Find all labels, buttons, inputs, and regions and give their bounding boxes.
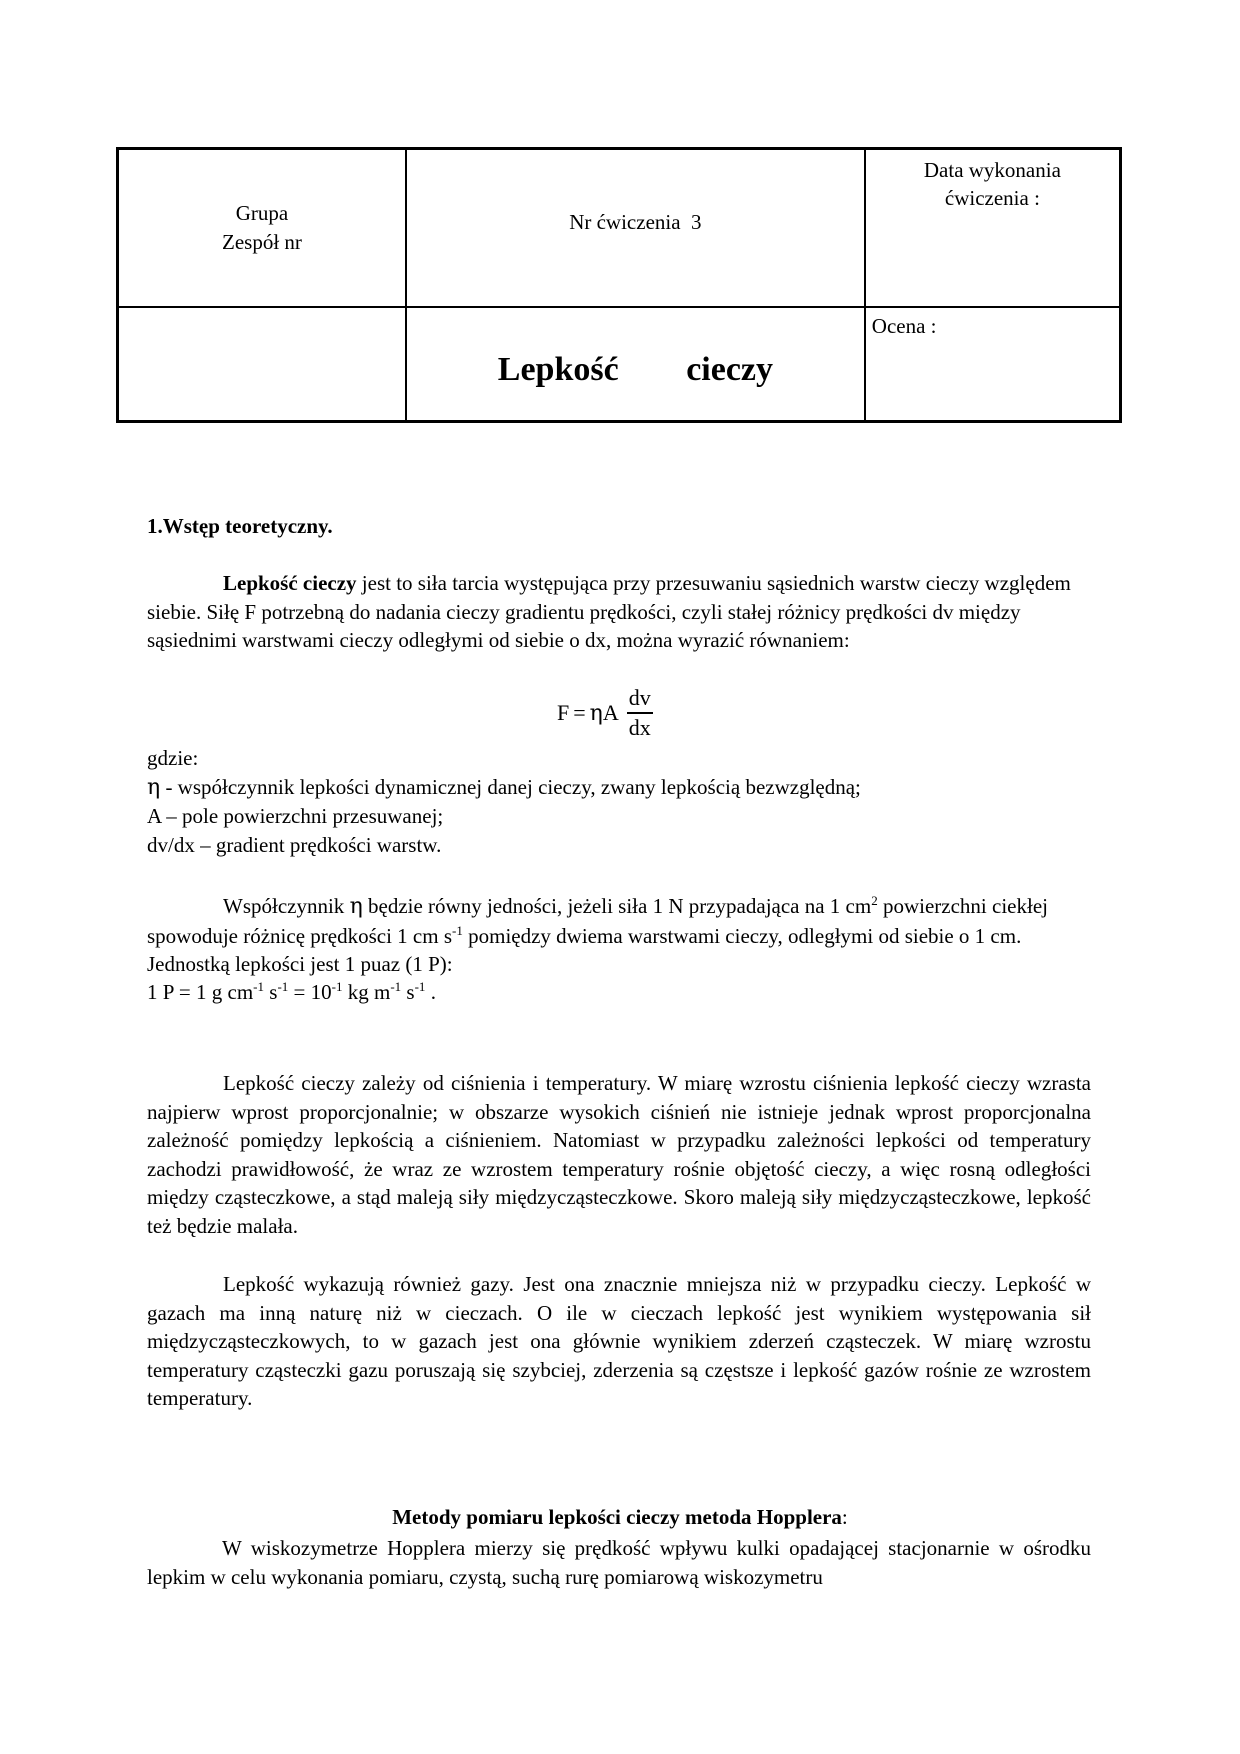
date-label-line2: ćwiczenia :: [944, 186, 1040, 210]
team-label: Zespół nr: [222, 230, 302, 255]
group-label: Grupa: [235, 201, 289, 226]
viscosity-equation: [557, 684, 653, 742]
unit-paragraph: [147, 892, 1067, 979]
colon: :: [841, 1505, 848, 1529]
text-run: 1 P = 1 g cm: [147, 980, 254, 1004]
eq-denominator: dx: [628, 715, 651, 740]
definition-text: – pole powierzchni przesuwanej;: [161, 804, 444, 828]
grade-label: Ocena :: [871, 314, 937, 339]
superscript: -1: [277, 979, 289, 994]
date-cell: [865, 149, 1121, 308]
eq-equals: =: [573, 700, 586, 725]
superscript: -1: [253, 979, 264, 994]
eta-symbol: η: [147, 775, 161, 800]
where-label: gdzie:: [147, 746, 199, 770]
intro-term: Lepkość cieczy: [223, 571, 357, 595]
superscript: -1: [390, 979, 402, 994]
definition-text: – gradient prędkości warstw.: [194, 833, 442, 857]
superscript: 2: [871, 893, 878, 908]
text-run: s: [264, 980, 278, 1004]
document-title: Lepkość cieczy: [497, 351, 773, 389]
group-cell: [118, 149, 406, 308]
superscript: -1: [452, 922, 463, 938]
text-run: .: [425, 980, 436, 1004]
definition-symbol: dv/dx: [147, 833, 195, 857]
definition-area: [147, 802, 1091, 831]
methods-heading-text: Metody pomiaru lepkości cieczy metoda Hopplera: [392, 1505, 842, 1529]
definition-symbol: A: [147, 804, 162, 828]
eq-area: A: [602, 700, 619, 725]
text-run: pomiędzy dwiema warstwami cieczy, odległymi od siebie o 1 cm. Jednostką lepkości jest 1 puaz (1 P):: [147, 923, 1022, 976]
date-label-line1: Data wykonania: [923, 158, 1061, 182]
intro-text: jest to siła tarcia występująca przy przesuwaniu sąsiednich warstw cieczy względem siebie. Siłę F potrzebną do nadania cieczy gradientu prędkości, czyli stałej różnicy prędkości dv między sąsiednimi warstwami cieczy odległymi od siebie o dx, można wyrazić równaniem:: [147, 571, 1071, 652]
eq-numerator: dv: [627, 684, 653, 714]
eq-fraction: [627, 684, 653, 742]
gases-paragraph: Lepkość wykazują również gazy. Jest ona znacznie mniejsza niż w przypadku cieczy. Lepkość w gazach ma inną naturę niż w cieczach. O ile w cieczach lepkość jest wynikiem występowania sił międzycząsteczkowych, to w gazach jest ona głównie wynikiem zderzeń cząsteczek. W miarę wzrostu temperatury cząsteczki gazu poruszają się szybciej, zderzenia są częstsze i lepkość gazów rośnie ze wzrostem temperatury.: [147, 1272, 1091, 1410]
definition-text: - współczynnik lepkości dynamicznej danej cieczy, zwany lepkością bezwzględną;: [160, 775, 861, 799]
superscript: -1: [331, 979, 343, 994]
text-run: s: [401, 980, 415, 1004]
empty-cell: [118, 307, 406, 421]
eta-symbol: η: [589, 700, 603, 726]
exercise-number-label: Nr ćwiczenia 3: [569, 209, 702, 234]
definition-eta: [147, 773, 1091, 803]
grade-cell: [865, 307, 1121, 421]
section-heading: 1.Wstęp teoretyczny.: [147, 514, 333, 538]
intro-paragraph: [147, 569, 1077, 655]
hoppler-paragraph: W wiskozymetrze Hopplera mierzy się prędkość wpływu kulki opadającej stacjonarnie w ośrodku lepkim w celu wykonania pomiaru, czystą, suchą rurę pomiarową wiskozymetru: [147, 1536, 1091, 1589]
title-cell: [406, 307, 865, 421]
methods-heading: [0, 1505, 1240, 1530]
definition-gradient: [147, 831, 1091, 860]
text-run: = 10: [288, 980, 332, 1004]
superscript: -1: [414, 979, 426, 994]
eq-lhs: F: [557, 700, 570, 725]
header-table: [116, 147, 1122, 423]
pressure-temperature-paragraph: Lepkość cieczy zależy od ciśnienia i temperatury. W miarę wzrostu ciśnienia lepkość cieczy wzrasta najpierw wprost proporcjonalnie; w obszarze wysokich ciśnień nie istnieje jednak wprost proporcjonalna zależność pomiędzy lepkością a ciśnieniem. Natomiast w przypadku zależności lepkości od temperatury zachodzi prawidłowość, że wraz ze wzrostem temperatury rośnie objętość cieczy, a więc rosną odległości między cząsteczkowe, a stąd maleją siły międzycząsteczkowe. Skoro maleją siły międzycząsteczkowe, lepkość też będzie malała.: [147, 1071, 1091, 1238]
exercise-number-cell: [406, 149, 865, 308]
eta-symbol: η: [349, 894, 363, 919]
text-run: kg m: [342, 980, 391, 1004]
unit-formula: [147, 978, 1091, 1007]
text-run: powierzchni ciekłej spowoduje różnicę prędkości 1 cm s: [147, 894, 1048, 948]
text-run: Współczynnik: [223, 894, 350, 918]
text-run: będzie równy jedności, jeżeli siła 1 N przypadająca na 1 cm: [362, 894, 872, 918]
